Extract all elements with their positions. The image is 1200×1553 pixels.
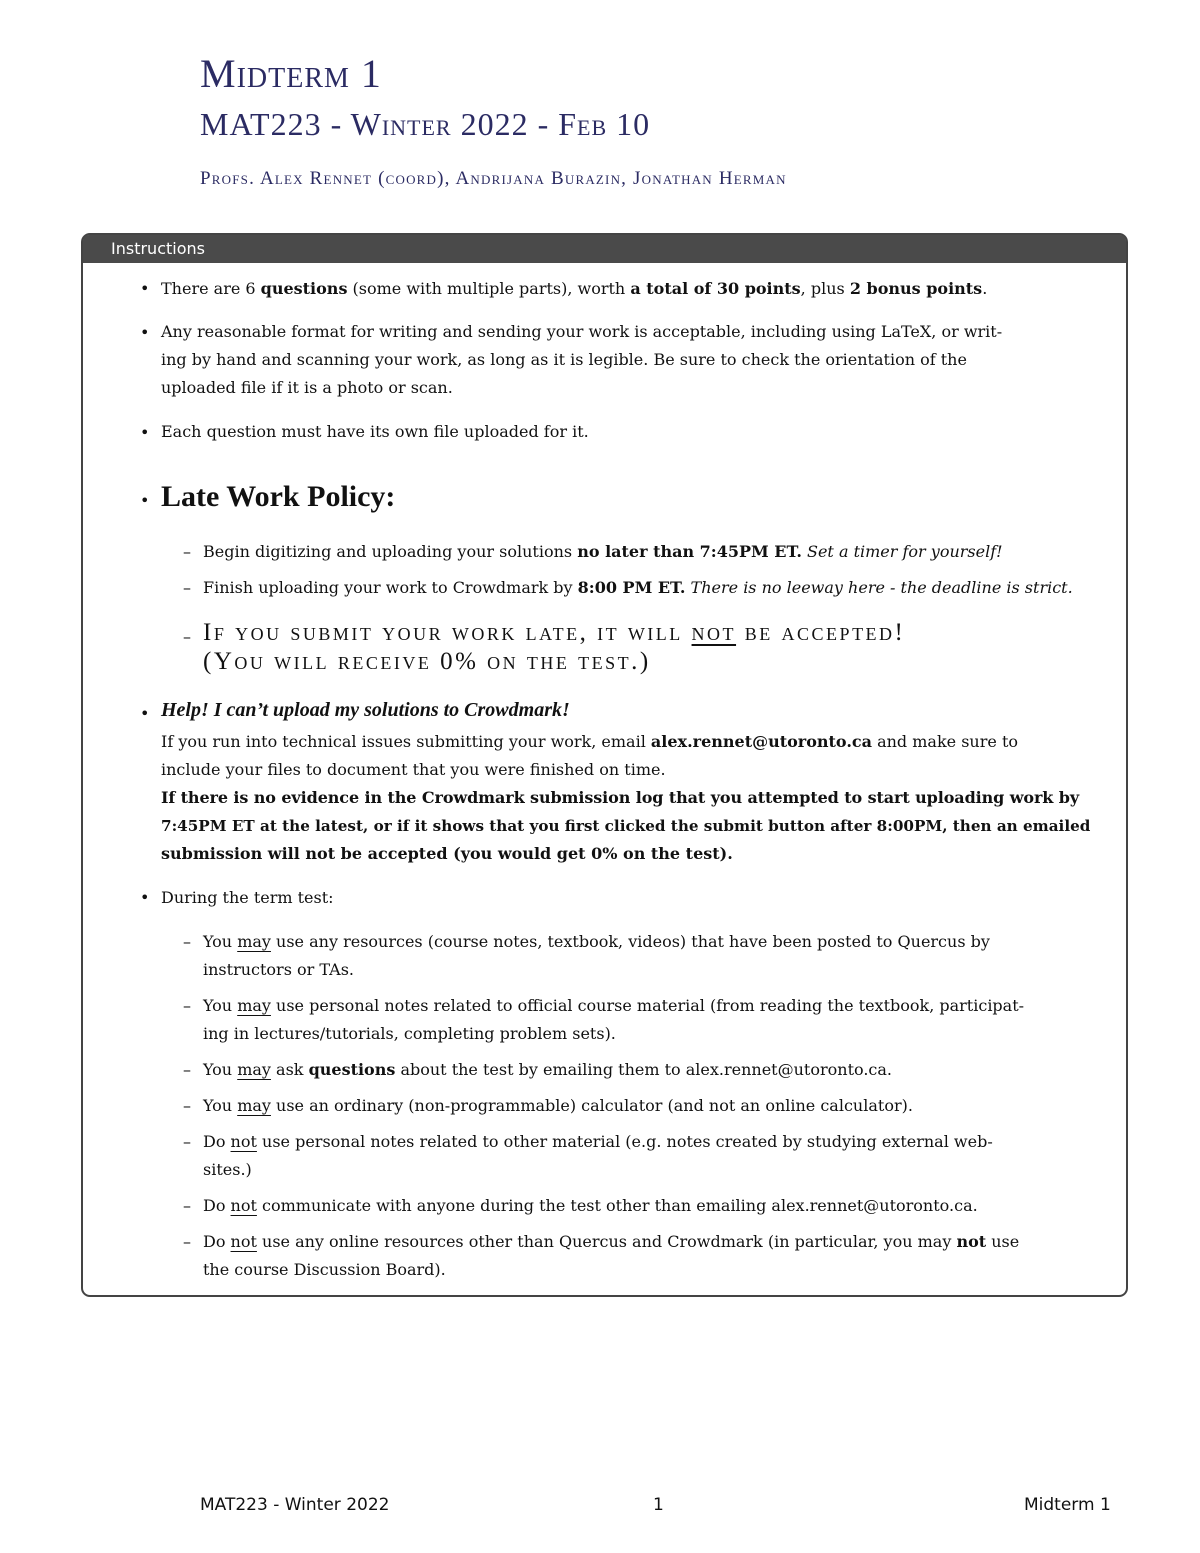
text: no later than 7:45PM ET. [577,542,802,561]
instruction-questions [161,275,987,303]
dash-marker: – [183,1096,191,1115]
instruction-format-line: ing by hand and scanning your work, as long as it is legible. Be sure to check the orientation of the [161,350,967,369]
instruction-format-line: Any reasonable format for writing and sending your work is acceptable, including using LaTeX, or writ- [161,322,1003,341]
text: You [203,932,238,951]
page-title: Midterm 1 [200,51,382,96]
text: may [237,932,271,951]
text: If you submit your work late, it will [203,619,692,646]
bullet-dot: • [140,888,150,907]
rule-item-cont: ing in lectures/tutorials, completing problem sets). [203,1024,616,1043]
late-policy-title: Late Work Policy: [161,480,396,513]
text: communicate with anyone during the test other than emailing alex.rennet@utoronto.ca. [256,1196,978,1215]
bullet-dot: • [140,279,150,298]
text: 2 bonus points [849,279,983,298]
rule-item [203,928,990,956]
help-text-line [161,728,1018,756]
rule-item [203,1056,892,1084]
dash-marker: – [183,932,191,951]
text: not [230,1196,257,1215]
text: (some with multiple parts), worth [347,279,631,298]
rule-item [203,1192,978,1220]
rule-item-cont: the course Discussion Board). [203,1260,446,1279]
late-policy-finish [203,574,1073,602]
text: not [691,619,737,646]
rule-item-cont: sites.) [203,1160,252,1179]
text: a total of 30 points [630,279,801,298]
text: If you run into technical issues submitting your work, email [161,732,651,751]
rule-item-cont: instructors or TAs. [203,960,354,979]
dash-marker: – [183,542,191,561]
rule-item [203,1128,993,1156]
text: be accepted! [736,619,906,646]
late-warning [203,619,905,647]
text: use any online resources other than Quercus and Crowdmark (in particular, you may [256,1232,957,1251]
dash-marker: – [183,1132,191,1151]
text: You [203,1096,238,1115]
text: Do [203,1196,231,1215]
email-address: alex.rennet@utoronto.ca [650,732,872,751]
bullet-dot: • [140,704,150,723]
help-warning-line: 7:45PM ET at the latest, or if it shows that you first clicked the submit button after 8:00PM, then an emailed [161,817,1091,835]
footer-course: MAT223 - Winter 2022 [200,1495,390,1515]
bullet-dot: • [140,323,150,342]
footer-page-number: 1 [653,1495,664,1515]
text: may [237,1096,271,1115]
footer-title: Midterm 1 [1024,1495,1111,1515]
text: You [203,1060,238,1079]
rule-item [203,1092,913,1120]
dash-marker: – [183,1060,191,1079]
text: may [237,996,271,1015]
text: Set a timer for yourself! [801,542,1003,561]
text: use personal notes related to official course material (from reading the textbook, participat- [270,996,1025,1015]
text: questions [308,1060,396,1079]
text: not [230,1132,257,1151]
text: . [982,279,988,298]
text: Begin digitizing and uploading your solutions [203,542,578,561]
rule-item [203,1228,1019,1256]
rule-item [203,992,1024,1020]
text: about the test by emailing them to alex.rennet@utoronto.ca. [395,1060,893,1079]
help-warning-line: If there is no evidence in the Crowdmark submission log that you attempted to start uploading work by [161,788,1080,807]
text: not [956,1232,987,1251]
text: Do [203,1232,231,1251]
text: There are 6 [161,279,261,298]
instruction-format-line: uploaded file if it is a photo or scan. [161,378,453,397]
dash-marker: – [183,578,191,597]
text: use an ordinary (non-programmable) calculator (and not an online calculator). [270,1096,913,1115]
instruction-file-upload: Each question must have its own file uploaded for it. [161,422,589,441]
text: use personal notes related to other material (e.g. notes created by studying external web- [256,1132,993,1151]
text: 8:00 PM ET. [577,578,686,597]
bullet-dot: • [140,423,150,442]
instructions-header: Instructions [83,235,1126,263]
text: Finish uploading your work to Crowdmark by [203,578,578,597]
text: questions [260,279,348,298]
text: There is no leeway here - the deadline is strict. [685,578,1073,597]
text: not [230,1232,257,1251]
text: ask [270,1060,309,1079]
text: , plus [800,279,850,298]
late-warning-zero: (You will receive 0% on the test.) [203,648,651,675]
dash-marker: – [183,1196,191,1215]
text: use any resources (course notes, textbook, videos) that have been posted to Quercus by [270,932,990,951]
text: You [203,996,238,1015]
dash-marker: – [183,1232,191,1251]
help-text-line: include your files to document that you were finished on time. [161,760,666,779]
dash-marker: – [183,996,191,1015]
help-warning-line: submission will not be accepted (you would get 0% on the test). [161,844,733,863]
course-subtitle: MAT223 - Winter 2022 - Feb 10 [200,106,651,142]
term-test-title: During the term test: [161,888,334,907]
bullet-dot: • [140,491,150,510]
help-title: Help! I can’t upload my solutions to Crowdmark! [161,699,570,721]
dash-marker: – [183,627,191,646]
text: may [237,1060,271,1079]
text: and make sure to [872,732,1018,751]
text: use [986,1232,1020,1251]
professors-line: Profs. Alex Rennet (coord), Andrijana Burazin, Jonathan Herman [200,168,787,189]
text: Do [203,1132,231,1151]
late-policy-start [203,538,1003,566]
